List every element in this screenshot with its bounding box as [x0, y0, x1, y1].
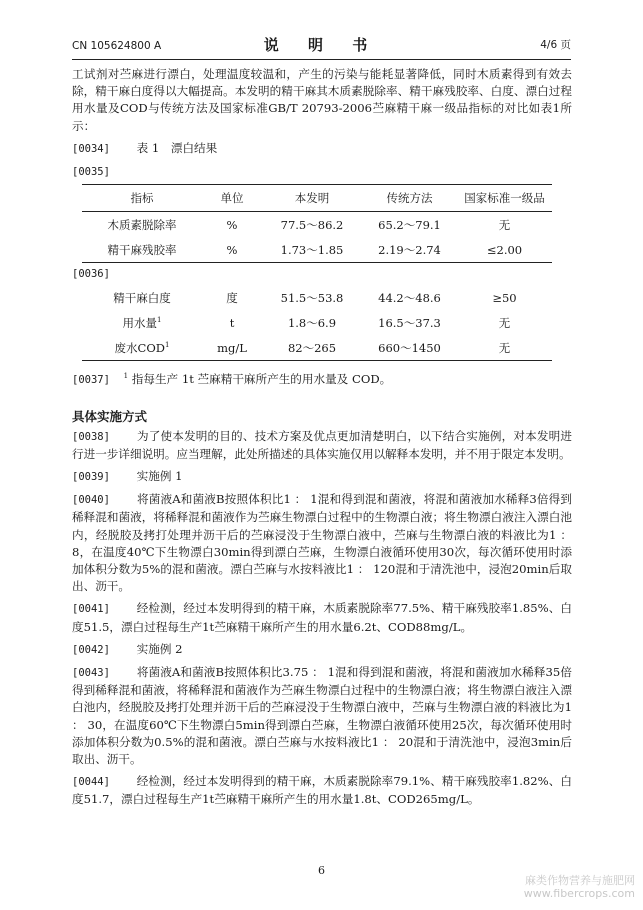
page-info: 4/6 页 — [540, 39, 571, 51]
footnote-marker: 1 — [123, 372, 129, 381]
table-cell: ≤2.00 — [486, 242, 523, 257]
paragraph-0040 — [72, 491, 572, 595]
table-cell: 无 — [498, 340, 511, 355]
table-row — [82, 310, 552, 335]
table-cell: 废水COD$^1$ — [114, 340, 170, 355]
table-cell: 用水量$^1$ — [122, 315, 162, 330]
header-unit: 单位 — [202, 185, 262, 212]
table-cell: ≥50 — [492, 290, 517, 305]
table-cell: % — [226, 242, 238, 257]
header-national-standard: 国家标准一级品 — [457, 185, 552, 212]
paragraph-tag: [0036] — [72, 268, 110, 281]
paragraph-tag: [0039] — [72, 471, 110, 484]
paragraph-0034 — [72, 140, 572, 158]
paragraph-0044 — [72, 773, 572, 808]
table-cell: 木质素脱除率 — [107, 217, 177, 232]
table-cell: 无 — [498, 217, 511, 232]
paragraph-tag: [0044] — [72, 776, 110, 789]
patent-number: CN 105624800 A — [72, 40, 162, 52]
page-header — [72, 32, 571, 58]
footnote-marker: 1 — [164, 341, 170, 350]
intro-paragraph: 工试剂对苎麻进行漂白，处理温度较温和，产生的污染与能耗显著降低，同时木质素得到有效去除，精干麻白度得以大幅提高。本发明的精干麻其木质素脱除率、精干麻残胶率、白度、漂白过程用水量及COD与传统方法及国家标准GB/T 20793-2006苎麻精干麻一级品指标的对比如表1所示： — [72, 67, 572, 133]
table-row — [82, 212, 552, 238]
page-number: 6 — [318, 864, 325, 877]
paragraph-tag: [0040] — [72, 494, 110, 507]
table-row — [82, 237, 552, 263]
watermark-url: www.fibercrops.com — [523, 887, 635, 900]
example-heading: 实施例 1 — [136, 469, 183, 484]
table-row — [82, 335, 552, 361]
table-header-row — [82, 185, 552, 212]
table-cell: 82～265 — [287, 340, 337, 355]
paragraph-0036 — [72, 265, 572, 283]
table-row — [82, 285, 552, 310]
table-cell: t — [229, 315, 235, 330]
table-cell: 2.19～2.74 — [378, 242, 441, 257]
table-cell: 44.2～48.6 — [378, 290, 441, 305]
paragraph-text: 将菌液A和菌液B按照体积比3.75 ： 1混和得到混和菌液，将混和菌液加水稀释35倍得到稀释混和菌液，将稀释混和菌液作为苎麻生物漂白过程中的生物漂白液；将生物漂白液注入漂白池内，经脱胶及拷打处理并沥干后的苎麻浸没于生物漂白液中，苎麻与生物漂白液的料液比为1 ： 30，在温度60℃下生物漂白5min得到漂白苎麻，生物漂白液循环使用25次，每次循环使用时添加体积分数为0.5%的混和菌液。漂白苎麻与水按料液比1 ： 20混和于清洗池中，浸泡3min后取出、沥干。 — [72, 665, 573, 767]
paragraph-0035 — [72, 163, 572, 181]
results-table-part-1 — [82, 184, 552, 263]
document-title: 说 明 书 — [263, 36, 380, 54]
table-cell: % — [226, 217, 238, 232]
example-heading: 实施例 2 — [136, 641, 183, 656]
table-cell: mg/L — [217, 340, 247, 355]
paragraph-text: 经检测，经过本发明得到的精干麻，木质素脱除率79.1%、精干麻残胶率1.82%、白度51.7，漂白过程每生产1t苎麻精干麻所产生的用水量1.8t、COD265mg/L。 — [72, 774, 573, 807]
paragraph-tag: [0035] — [72, 166, 110, 179]
table-cell: 度 — [226, 290, 238, 305]
table-cell: 51.5～53.8 — [280, 290, 344, 305]
table-cell: 精干麻白度 — [113, 290, 171, 305]
table-cell: 65.2～79.1 — [378, 217, 441, 232]
paragraph-0037 — [72, 371, 572, 389]
table-cell: 77.5～86.2 — [280, 217, 344, 232]
paragraph-0042 — [72, 641, 572, 659]
table-caption: 表 1 漂白结果 — [136, 140, 218, 155]
paragraph-tag: [0034] — [72, 142, 110, 155]
header-rule — [72, 59, 571, 60]
watermark-title: 麻类作物营养与施肥网 — [525, 874, 635, 887]
paragraph-tag: [0038] — [72, 430, 110, 443]
paragraph-0041 — [72, 600, 572, 635]
table-cell: 精干麻残胶率 — [107, 242, 177, 257]
footnote-marker: 1 — [157, 316, 162, 325]
table-cell: 660～1450 — [378, 340, 441, 355]
table-cell: 16.5～37.3 — [378, 315, 441, 330]
table-cell: 无 — [498, 315, 511, 330]
paragraph-text: 为了使本发明的目的、技术方案及优点更加清楚明白，以下结合实施例，对本发明进行进一步详细说明。应当理解，此处所描述的具体实施仅用以解释本发明，并不用于限定本发明。 — [72, 428, 572, 461]
paragraph-tag: [0041] — [72, 603, 110, 616]
table-cell: 1.73～1.85 — [280, 242, 344, 257]
paragraph-tag: [0042] — [72, 643, 110, 656]
section-heading: 具体实施方式 — [72, 408, 148, 424]
table-cell: 1.8～6.9 — [287, 315, 337, 330]
paragraph-0038 — [72, 428, 572, 463]
paragraph-text: 经检测，经过本发明得到的精干麻，木质素脱除率77.5%、精干麻残胶率1.85%、白度51.5，漂白过程每生产1t苎麻精干麻所产生的用水量6.2t、COD88mg/L。 — [72, 601, 573, 634]
header-traditional: 传统方法 — [362, 185, 457, 212]
results-table-part-2 — [82, 285, 552, 361]
paragraph-tag: [0043] — [72, 667, 110, 680]
footnote-text: 指每生产 1t 苎麻精干麻所产生的用水量及 COD。 — [128, 372, 392, 387]
paragraph-0039 — [72, 468, 572, 486]
header-indicator: 指标 — [82, 185, 202, 212]
paragraph-0043 — [72, 664, 572, 768]
watermark — [524, 874, 635, 900]
document-body — [72, 66, 572, 809]
paragraph-text: 将菌液A和菌液B按照体积比1 ： 1混和得到混和菌液，将混和菌液加水稀释3倍得到稀释混和菌液，将稀释混和菌液作为苎麻生物漂白过程中的生物漂白液；将生物漂白液注入漂白池内，经脱胶及拷打处理并沥干后的苎麻浸没于生物漂白液中，苎麻与生物漂白液的料液比为1 ： 8，在温度40℃下生物漂白30min得到漂白苎麻，生物漂白液循环使用30次，每次循环使用时添加体积分数为5%的混和菌液。漂白苎麻与水按料液比1 ： 120混和于清洗池中，浸泡20min后取出、沥干。 — [72, 492, 573, 594]
paragraph-tag: [0037] — [72, 374, 110, 387]
header-invention: 本发明 — [262, 185, 362, 212]
